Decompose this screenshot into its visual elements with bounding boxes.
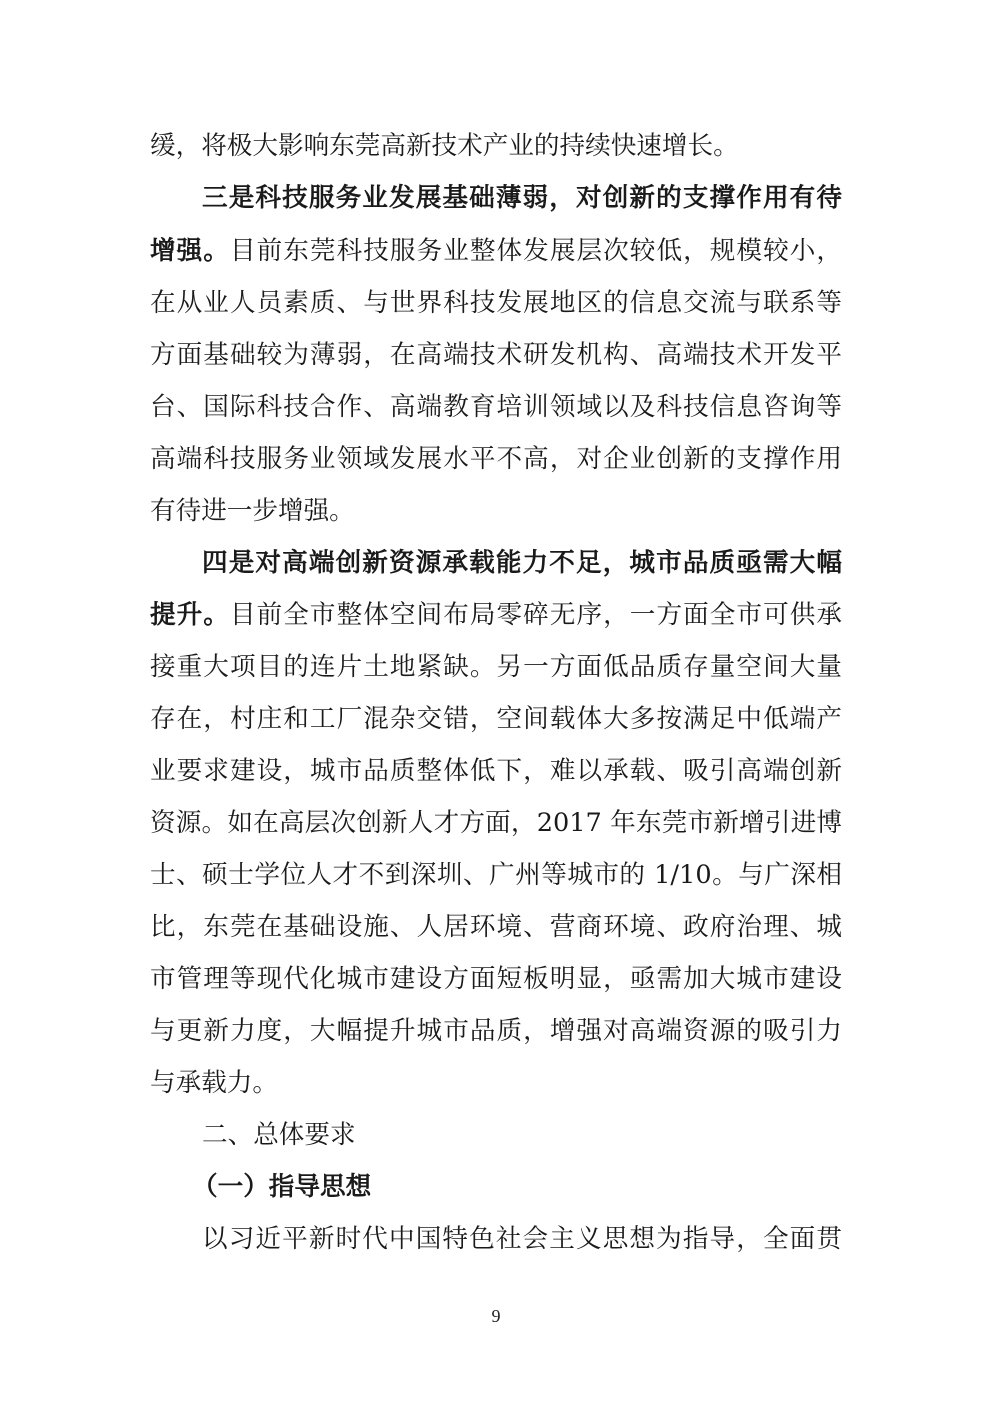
line-text: 目前东莞科技服务业整体发展层次较低，规模较小， <box>229 236 842 266</box>
line-text: 目前全市整体空间布局零碎无序，一方面全市可供承 <box>229 600 842 630</box>
line-text: 与承载力。 <box>150 1068 278 1098</box>
paragraph-line <box>150 1011 842 1051</box>
paragraph-line <box>150 595 842 635</box>
line-text: 有待进一步增强。 <box>150 496 355 526</box>
section-heading-line <box>202 543 842 583</box>
line-text: 方面基础较为薄弱，在高端技术研发机构、高端技术开发平 <box>150 340 842 370</box>
bold-heading-text: 四是对高端创新资源承载能力不足，城市品质亟需大幅 <box>202 548 842 578</box>
paragraph-line <box>150 751 842 791</box>
line-text: 资源。如在高层次创新人才方面，2017 年东莞市新增引进博 <box>150 808 842 838</box>
paragraph-line <box>150 1063 842 1103</box>
line-text: 在从业人员素质、与世界科技发展地区的信息交流与联系等 <box>150 288 842 318</box>
paragraph-line <box>150 283 842 323</box>
line-text: 存在，村庄和工厂混杂交错，空间载体大多按满足中低端产 <box>150 704 842 734</box>
paragraph-line <box>150 231 842 271</box>
section-heading <box>202 1115 842 1155</box>
line-text: 高端科技服务业领域发展水平不高，对企业创新的支撑作用 <box>150 444 842 474</box>
paragraph-line <box>150 959 842 999</box>
paragraph-line <box>150 855 842 895</box>
paragraph-line <box>150 126 842 166</box>
line-text: 士、硕士学位人才不到深圳、广州等城市的 1/10。与广深相 <box>150 860 842 890</box>
subsection-heading-text: （一）指导思想 <box>192 1172 372 1202</box>
line-text: 接重大项目的连片土地紧缺。另一方面低品质存量空间大量 <box>150 652 842 682</box>
paragraph-line <box>150 699 842 739</box>
section-heading-line <box>202 178 842 218</box>
paragraph-line <box>150 907 842 947</box>
paragraph-line <box>150 439 842 479</box>
bold-heading-text: 增强。 <box>150 236 230 266</box>
paragraph-line <box>150 387 842 427</box>
paragraph-line <box>150 335 842 375</box>
line-text: 与更新力度，大幅提升城市品质，增强对高端资源的吸引力 <box>150 1016 842 1046</box>
line-text: 业要求建设，城市品质整体低下，难以承载、吸引高端创新 <box>150 756 842 786</box>
bold-heading-text: 提升。 <box>150 600 230 630</box>
paragraph-line <box>202 1219 842 1259</box>
line-text: 市管理等现代化城市建设方面短板明显，亟需加大城市建设 <box>150 964 842 994</box>
paragraph-line <box>150 491 842 531</box>
paragraph-line <box>150 803 842 843</box>
paragraph-line <box>150 647 842 687</box>
line-text: 台、国际科技合作、高端教育培训领域以及科技信息咨询等 <box>150 392 842 422</box>
subsection-heading <box>192 1167 832 1207</box>
line-text: 缓，将极大影响东莞高新技术产业的持续快速增长。 <box>150 131 739 161</box>
line-text: 比，东莞在基础设施、人居环境、营商环境、政府治理、城 <box>150 912 842 942</box>
line-text: 以习近平新时代中国特色社会主义思想为指导，全面贯 <box>202 1224 842 1254</box>
section-heading-text: 二、总体要求 <box>202 1120 356 1150</box>
page-number: 9 <box>491 1306 501 1326</box>
bold-heading-text: 三是科技服务业发展基础薄弱，对创新的支撑作用有待 <box>202 183 842 213</box>
